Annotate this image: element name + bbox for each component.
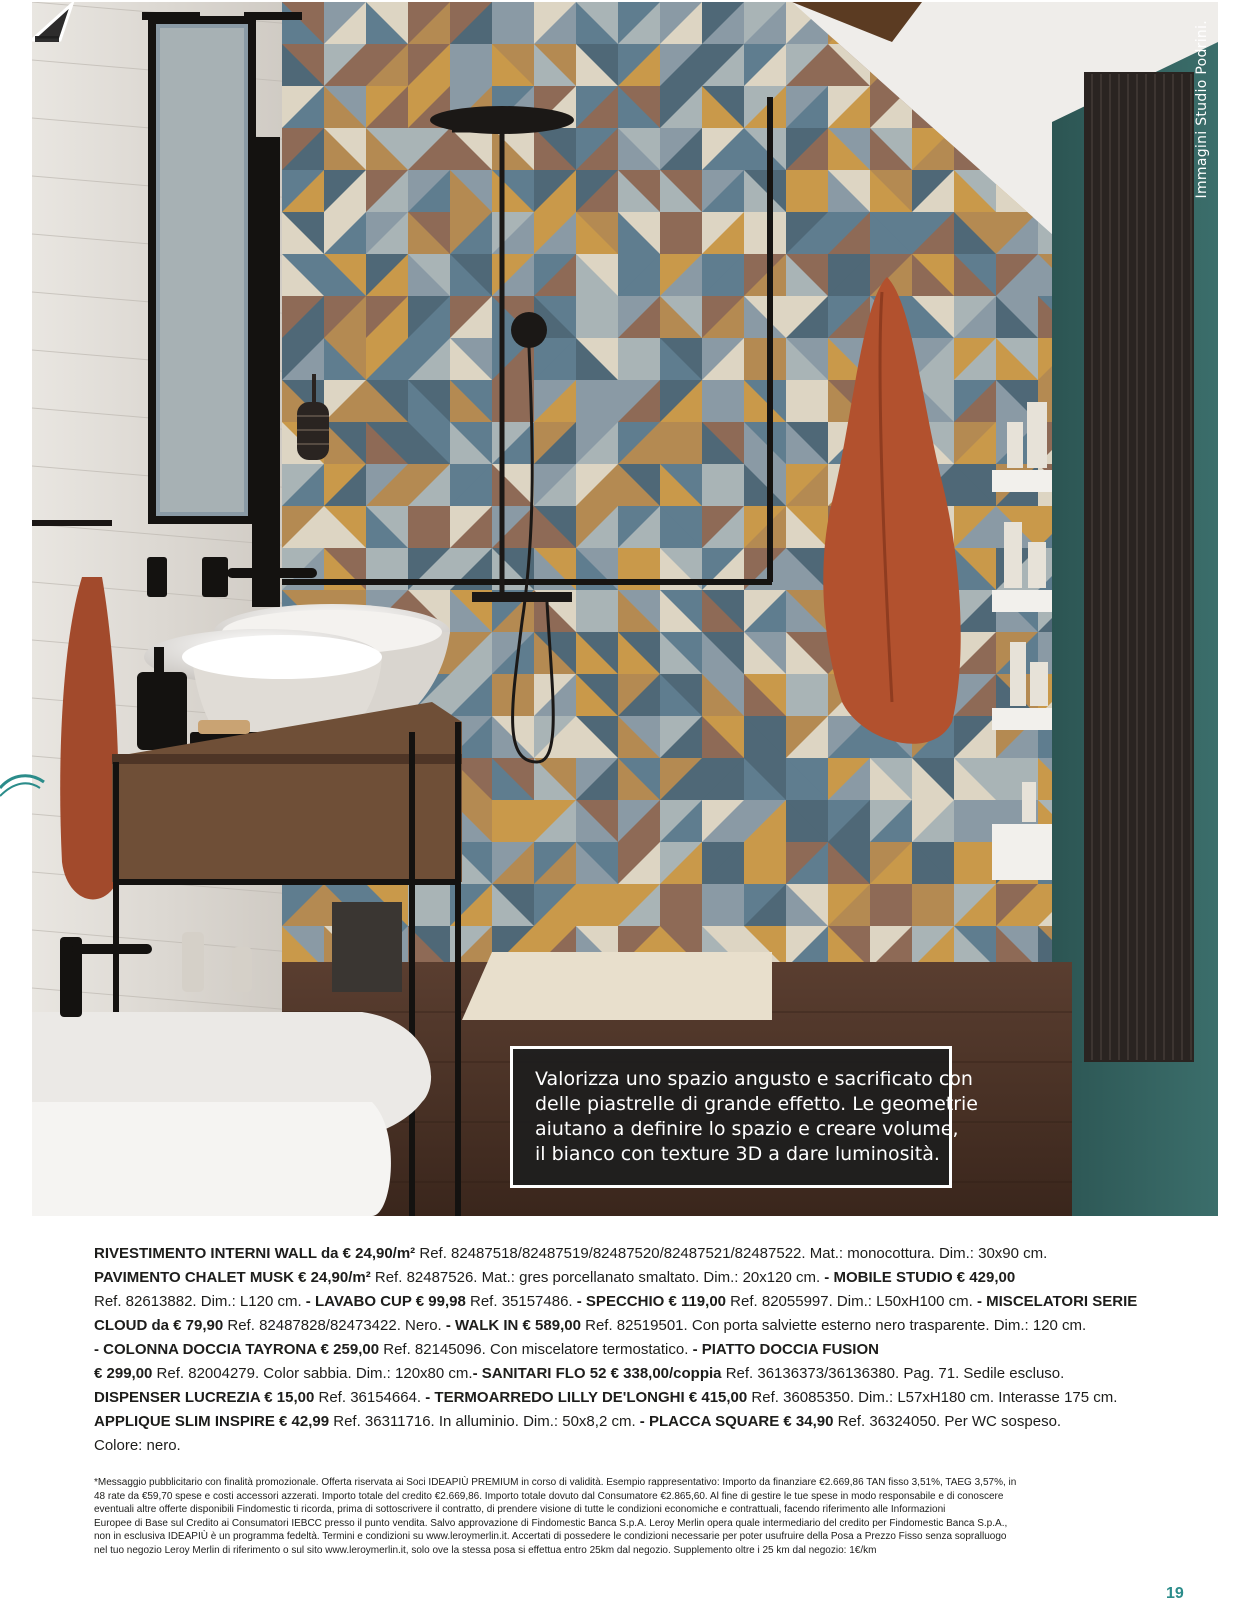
product-line bbox=[94, 1290, 1214, 1314]
product-name-price: € 299,00 bbox=[94, 1365, 153, 1382]
product-name-price: - SPECCHIO € 119,00 bbox=[576, 1293, 727, 1310]
product-line bbox=[94, 1314, 1214, 1338]
product-line bbox=[94, 1362, 1214, 1386]
page-number: 19 bbox=[1166, 1585, 1184, 1602]
product-name-price: - MISCELATORI SERIE bbox=[976, 1293, 1138, 1310]
product-details: Ref. 82519501. Con porta salviette esterno nero trasparente. Dim.: 120 cm. bbox=[580, 1317, 1087, 1334]
product-details: Ref. 35157486. bbox=[465, 1293, 577, 1310]
radiator bbox=[1084, 72, 1194, 1062]
product-name-price: - PIATTO DOCCIA FUSION bbox=[692, 1341, 879, 1358]
product-name-price: RIVESTIMENTO INTERNI WALL da € 24,90/m² bbox=[94, 1245, 416, 1262]
product-details: Ref. 82055997. Dim.: L50xH100 cm. bbox=[726, 1293, 977, 1310]
product-details: Ref. 82487526. Mat.: gres porcellanato smaltato. Dim.: 20x120 cm. bbox=[370, 1269, 825, 1286]
bathroom-photo bbox=[32, 2, 1218, 1216]
product-line bbox=[94, 1434, 1214, 1458]
legal-note-line: non in esclusiva IDEAPIÙ è un programma fedeltà. Termini e condizioni su www.leroymerlin.it. Accertati di possedere le condizioni necessarie per poter usufruire della Posa a Prezzo Fisso senza sopralluogo bbox=[94, 1531, 1007, 1543]
legal-note-line: eventuali altre offerte disponibili Findomestic ti ricorda, prima di sottoscrivere il contratto, di prendere visione di tutte le condizioni economiche e contrattuali, facendo riferimento alle Informazioni bbox=[94, 1504, 946, 1516]
product-name-price: - SANITARI FLO 52 € 338,00/coppia bbox=[472, 1365, 722, 1382]
callout-line: delle piastrelle di grande effetto. Le geometrie bbox=[535, 1093, 978, 1115]
photo-credit: Immagini Studio Podrini. bbox=[1194, 20, 1210, 199]
callout-text bbox=[535, 1067, 978, 1167]
product-details: Ref. 36324050. Per WC sospeso. bbox=[833, 1413, 1062, 1430]
product-name-price: PAVIMENTO CHALET MUSK € 24,90/m² bbox=[94, 1269, 371, 1286]
callout-line: aiutano a definire lo spazio e creare volume, bbox=[535, 1118, 959, 1140]
product-details: Ref. 82487828/82473422. Nero. bbox=[223, 1317, 446, 1334]
callout-line: Valorizza uno spazio angusto e sacrificato con bbox=[535, 1068, 973, 1090]
product-details: Ref. 36311716. In alluminio. Dim.: 50x8,2 cm. bbox=[329, 1413, 640, 1430]
product-line bbox=[94, 1242, 1214, 1266]
callout-tail bbox=[32, 2, 76, 42]
product-descriptions bbox=[94, 1242, 1214, 1458]
product-line bbox=[94, 1410, 1214, 1434]
product-details: Ref. 36154664. bbox=[314, 1389, 426, 1406]
product-name-price: DISPENSER LUCREZIA € 15,00 bbox=[94, 1389, 315, 1406]
callout-line: il bianco con texture 3D a dare luminosità. bbox=[535, 1143, 940, 1165]
product-details: Colore: nero. bbox=[94, 1437, 181, 1454]
product-name-price: CLOUD da € 79,90 bbox=[94, 1317, 224, 1334]
product-name-price: APPLIQUE SLIM INSPIRE € 42,99 bbox=[94, 1413, 330, 1430]
product-name-price: - PLACCA SQUARE € 34,90 bbox=[639, 1413, 834, 1430]
legal-note-line: *Messaggio pubblicitario con finalità promozionale. Offerta riservata ai Soci IDEAPIÙ PREMIUM in corso di validità. Esempio rappresentativo: Importo da finanziare €2.669,86 TAN fisso 3,51%, TAEG 3,57%, in bbox=[94, 1477, 1017, 1488]
legal-note-line: 48 rate da €59,70 spese e costi accessori azzerati. Importo totale del credito €2.669,86. Importo totale dovuto dal Consumatore €2.865,60. Al fine di gestire le tue spese in modo responsabile e di conoscere bbox=[94, 1490, 1004, 1502]
legal-notes bbox=[94, 1476, 1194, 1558]
product-name-price: - TERMOARREDO LILLY DE'LONGHI € 415,00 bbox=[425, 1389, 748, 1406]
product-line bbox=[94, 1266, 1214, 1290]
product-details: Ref. 36136373/36136380. Pag. 71. Sedile escluso. bbox=[721, 1365, 1065, 1382]
bathroom-scene bbox=[32, 2, 1218, 1216]
product-details: Ref. 82145096. Con miscelatore termostatico. bbox=[379, 1341, 693, 1358]
product-name-price: - LAVABO CUP € 99,98 bbox=[305, 1293, 466, 1310]
photo-callout bbox=[510, 1046, 978, 1188]
product-name-price: - WALK IN € 589,00 bbox=[445, 1317, 581, 1334]
product-details: Ref. 36085350. Dim.: L57xH180 cm. Interasse 175 cm. bbox=[747, 1389, 1118, 1406]
product-name-price: - MOBILE STUDIO € 429,00 bbox=[824, 1269, 1016, 1286]
decorative-swirl bbox=[0, 768, 60, 808]
product-details: Ref. 82004279. Color sabbia. Dim.: 120x80 cm. bbox=[152, 1365, 473, 1382]
legal-note-line: Europee di Base sul Credito ai Consumatori IEBCC presso il punto vendita. Salvo approvazione di Findomestic Banca S.p.A. Leroy Merlin opera quale intermediario del credito per Findomestic Banca S.p.A., bbox=[94, 1517, 1008, 1529]
product-line bbox=[94, 1338, 1214, 1362]
product-details: Ref. 82613882. Dim.: L120 cm. bbox=[94, 1293, 306, 1310]
product-details: Ref. 82487518/82487519/82487520/82487521/82487522. Mat.: monocottura. Dim.: 30x90 cm. bbox=[415, 1245, 1048, 1262]
legal-note-line: nel tuo negozio Leroy Merlin di riferimento o sul sito www.leroymerlin.it, solo ove la stessa posa si effettua entro 25km dal negozio. Supplemento oltre i 25 km dal negozio: 1€/km bbox=[94, 1544, 877, 1556]
product-name-price: - COLONNA DOCCIA TAYRONA € 259,00 bbox=[94, 1341, 380, 1358]
product-line bbox=[94, 1386, 1214, 1410]
